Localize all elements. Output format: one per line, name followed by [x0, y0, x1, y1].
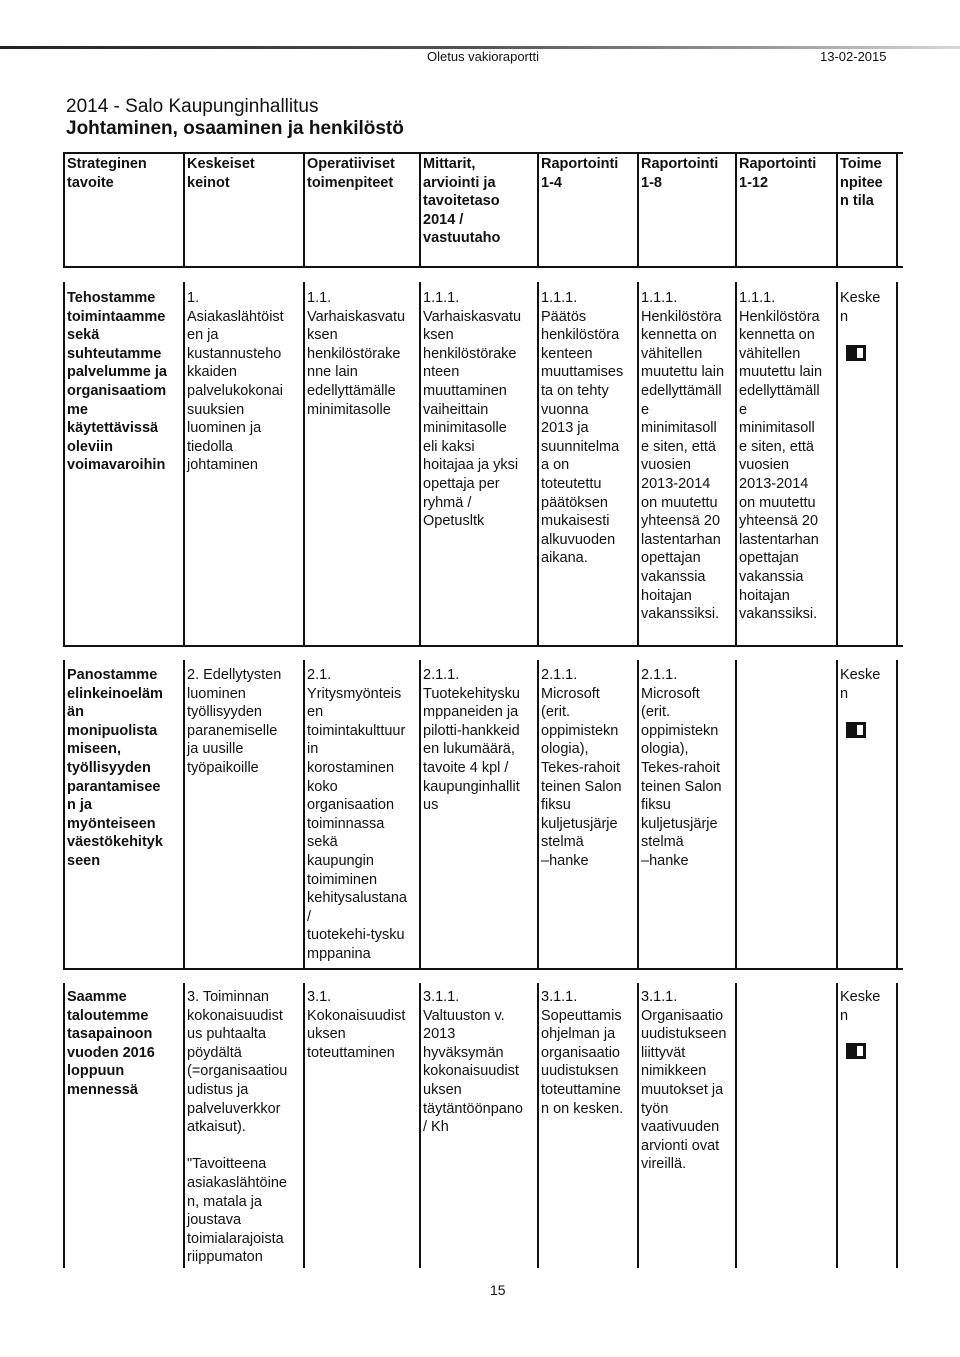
status-indicator-icon — [846, 345, 866, 361]
row-2-status: Keske n — [840, 667, 881, 702]
column-separator — [637, 282, 639, 645]
column-separator — [735, 983, 737, 1268]
row-2-report-1-4: 2.1.1. Microsoft (erit. oppimistekn ologia), Tekes-rahoit teinen Salon fiksu kuljetusjärje stelmä –hanke — [541, 667, 622, 869]
column-separator — [836, 282, 838, 645]
column-separator — [63, 983, 65, 1268]
column-header-key-means: Keskeiset keinot — [187, 156, 255, 191]
column-separator — [637, 152, 639, 268]
row-1-status: Keske n — [840, 290, 881, 325]
row-3-metrics: 3.1.1. Valtuuston v. 2013 hyväksymän kokonaisuudist uksen täytäntöönpano / Kh — [423, 989, 523, 1136]
column-separator — [537, 660, 539, 968]
column-separator — [419, 660, 421, 968]
row-3-report-1-4: 3.1.1. Sopeuttamis ohjelman ja organisaatio uudistuksen toteuttamine n on kesken. — [541, 989, 624, 1117]
column-separator — [183, 282, 185, 645]
title-line-2: Johtaminen, osaaminen ja henkilöstö — [66, 118, 404, 139]
row-divider-2 — [63, 968, 903, 970]
column-header-reporting-1-8: Raportointi 1-8 — [641, 156, 719, 191]
report-title: Oletus vakioraportti — [427, 49, 539, 64]
row-3-means: 3. Toiminnan kokonaisuudist us puhtaalta pöydältä (=organisaatiou udistus ja palveluverkkor atkaisut). "Tavoitteena asiakaslähtöine n, matala ja joustava toimialarajoista riippumaton — [187, 989, 288, 1266]
column-separator — [836, 983, 838, 1268]
column-separator — [183, 152, 185, 268]
column-separator — [303, 152, 305, 268]
row-3-status: Keske n — [840, 989, 881, 1024]
row-1-actions: 1.1. Varhaiskasvatu ksen henkilöstörake nne lain edellyttämälle minimitasolle — [307, 290, 406, 418]
column-separator — [63, 152, 65, 268]
column-separator — [735, 660, 737, 968]
status-indicator-icon — [846, 722, 866, 738]
row-2-goal: Panostamme elinkeinoeläm än monipuolista miseen, työllisyyden parantamisee n ja myönteiseen väestökehityk seen — [67, 667, 163, 869]
column-separator — [183, 660, 185, 968]
row-1-goal: Tehostamme toimintaamme sekä suhteutamme palvelumme ja organisaatiom me käytettävissä oleviin voimavaroihin — [67, 290, 167, 474]
column-separator — [419, 282, 421, 645]
column-separator — [303, 660, 305, 968]
column-separator — [63, 282, 65, 645]
column-header-operative-actions: Operatiiviset toimenpiteet — [307, 156, 395, 191]
column-separator — [537, 983, 539, 1268]
row-1-means: 1. Asiakaslähtöist en ja kustannusteho kkaiden palvelukokonai suuksien luominen ja tiedolla johtaminen — [187, 290, 284, 474]
row-1-metrics: 1.1.1. Varhaiskasvatu ksen henkilöstörake nteen muuttaminen vaiheittain minimitasolle eli kaksi hoitajaa ja yksi opettaja per ryhmä / Opetusltk — [423, 290, 522, 530]
page-number: 15 — [490, 1282, 506, 1298]
title-line-1: 2014 - Salo Kaupunginhallitus — [66, 96, 319, 117]
row-2-report-1-8: 2.1.1. Microsoft (erit. oppimistekn ologia), Tekes-rahoit teinen Salon fiksu kuljetusjärje stelmä –hanke — [641, 667, 722, 869]
row-2-metrics: 2.1.1. Tuotekehitysku mppaneiden ja pilotti-hankkeid en lukumäärä, tavoite 4 kpl / kaupunginhallit us — [423, 667, 520, 814]
table-header-top-rule — [63, 152, 903, 154]
row-1-report-1-12: 1.1.1. Henkilöstöra kennetta on vähitellen muutettu lain edellyttämäll e minimitasoll e siten, että vuosien 2013-2014 on muutettu yhteensä 20 lastentarhan opettajan vakanssia hoitajan vakanssiksi. — [739, 290, 823, 623]
row-2-means: 2. Edellytysten luominen työllisyyden paranemiselle ja uusille työpaikoille — [187, 667, 282, 776]
column-separator — [896, 660, 898, 968]
column-separator — [836, 660, 838, 968]
column-separator — [896, 282, 898, 645]
status-indicator-icon — [846, 1043, 866, 1059]
row-divider-1 — [63, 645, 903, 647]
column-header-reporting-1-4: Raportointi 1-4 — [541, 156, 619, 191]
column-header-status: Toime npitee n tila — [840, 156, 883, 210]
column-header-reporting-1-12: Raportointi 1-12 — [739, 156, 817, 191]
column-separator — [637, 983, 639, 1268]
row-1-report-1-8: 1.1.1. Henkilöstöra kennetta on vähitellen muutettu lain edellyttämäll e minimitasoll e siten, että vuosien 2013-2014 on muutettu yhteensä 20 lastentarhan opettajan vakanssia hoitajan vakanssiksi. — [641, 290, 725, 623]
table-header-bottom-rule — [63, 266, 903, 268]
column-separator — [303, 983, 305, 1268]
column-separator — [537, 282, 539, 645]
column-separator — [896, 983, 898, 1268]
column-header-strategic-goal: Strateginen tavoite — [67, 156, 147, 191]
row-1-report-1-4: 1.1.1. Päätös henkilöstöra kenteen muuttamises ta on tehty vuonna 2013 ja suunnitelma a on toteutettu päätöksen mukaisesti alkuvuoden aikana. — [541, 290, 624, 567]
row-3-report-1-8: 3.1.1. Organisaatio uudistukseen liittyvät nimikkeen muutokset ja työn vaativuuden arvionti ovat vireillä. — [641, 989, 727, 1173]
column-header-metrics: Mittarit, arviointi ja tavoitetaso 2014 / vastuutaho — [423, 156, 501, 247]
column-separator — [896, 152, 898, 268]
column-separator — [419, 983, 421, 1268]
row-3-actions: 3.1. Kokonaisuudist uksen toteuttaminen — [307, 989, 406, 1061]
column-separator — [303, 282, 305, 645]
column-separator — [735, 282, 737, 645]
column-separator — [183, 983, 185, 1268]
row-3-goal: Saamme taloutemme tasapainoon vuoden 2016 loppuun mennessä — [67, 989, 155, 1098]
column-separator — [419, 152, 421, 268]
column-separator — [836, 152, 838, 268]
row-2-actions: 2.1. Yritysmyönteis en toimintakulttuur in korostaminen koko organisaation toiminnassa sekä kaupungin toimiminen kehitysalustana / tuotekehi-tysku mppanina — [307, 667, 407, 962]
column-separator — [637, 660, 639, 968]
column-separator — [537, 152, 539, 268]
report-date: 13-02-2015 — [820, 49, 887, 64]
document-title — [66, 96, 404, 140]
column-separator — [735, 152, 737, 268]
column-separator — [63, 660, 65, 968]
